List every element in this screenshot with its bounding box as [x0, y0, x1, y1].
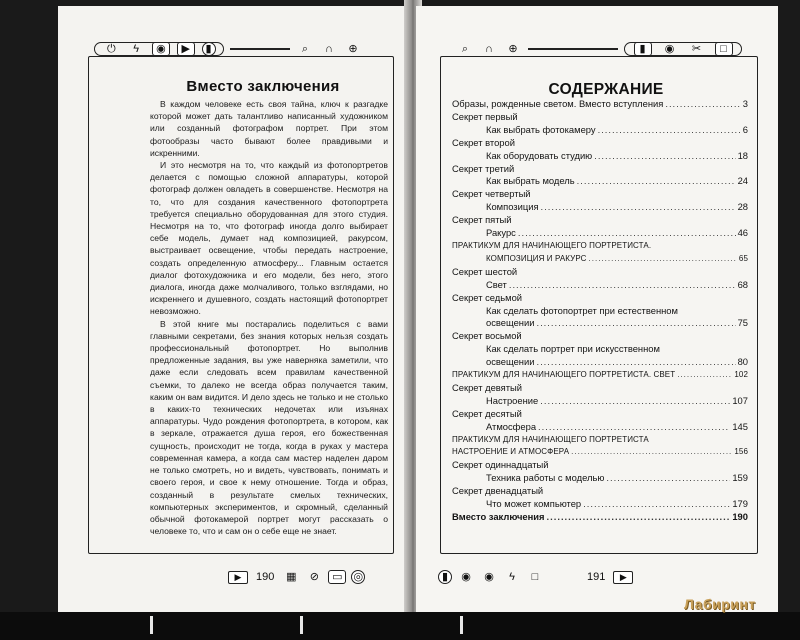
toc-entry-title: Секрет третий — [452, 162, 515, 174]
toc-entry[interactable] — [452, 472, 748, 485]
toc-entry-title: Образы, рожденные светом. Вместо вступления — [452, 98, 664, 109]
toc-entry-title: Как оборудовать студию — [486, 149, 593, 161]
lightning-icon[interactable]: ϟ — [133, 42, 140, 55]
toc-entry[interactable] — [452, 292, 748, 305]
page-title: СОДЕРЖАНИЕ — [548, 81, 664, 98]
trash-icon[interactable]: ⊘ — [309, 570, 319, 583]
toc-entry[interactable] — [452, 446, 748, 459]
toc-entry[interactable] — [452, 214, 748, 227]
zoom-out-icon[interactable]: ⌕ — [301, 42, 309, 55]
toc-entry-title: Секрет восьмой — [452, 330, 522, 342]
window-icon[interactable]: □ — [531, 570, 539, 583]
toc-entry-title: Как выбрать модель — [486, 175, 575, 187]
toc-entry-title: ПРАКТИКУМ ДЛЯ НАЧИНАЮЩЕГО ПОРТРЕТИСТА. СВЕТ — [452, 370, 676, 380]
toc-entry[interactable] — [452, 382, 748, 395]
toc-leader — [540, 395, 730, 408]
toc-entry[interactable] — [452, 305, 748, 318]
toc-entry[interactable] — [452, 408, 748, 421]
toc-leader — [547, 511, 731, 524]
toc-entry[interactable] — [452, 175, 748, 188]
toc-entry-title: Секрет двенадцатый — [452, 485, 544, 497]
toc-entry[interactable] — [452, 137, 748, 150]
toc-entry[interactable] — [452, 356, 748, 369]
toc-entry-page: 179 — [732, 498, 748, 510]
toc-leader — [606, 472, 730, 485]
toc-entry-page: 28 — [737, 201, 748, 213]
window-icon[interactable]: ▭ — [328, 570, 346, 584]
toc-entry-page: 6 — [742, 123, 748, 135]
toc-entry-title: Секрет первый — [452, 110, 518, 122]
hand-icon[interactable]: ∩ — [325, 42, 333, 55]
toc-entry-title: Секрет четвертый — [452, 188, 531, 200]
toc-leader — [677, 369, 732, 382]
toc-entry[interactable] — [452, 434, 748, 447]
toolbar-divider — [230, 48, 290, 50]
zoom-in-icon[interactable]: ⊕ — [348, 42, 358, 55]
battery-icon[interactable]: ▮ — [634, 42, 652, 56]
toc-entry[interactable] — [452, 459, 748, 472]
toc-entry-page: 24 — [737, 175, 748, 187]
toc-entry[interactable] — [452, 188, 748, 201]
toc-entry[interactable] — [452, 395, 748, 408]
left-page — [58, 6, 410, 612]
toc-entry-title: КОМПОЗИЦИЯ И РАКУРС — [486, 253, 587, 263]
right-bottom-toolbar — [438, 568, 633, 586]
watermark: Лабиринт — [684, 596, 756, 612]
toc-entry-title: Секрет одиннадцатый — [452, 459, 549, 471]
toc-entry-page: 65 — [738, 253, 748, 263]
toc-leader — [509, 279, 736, 292]
toc-entry[interactable] — [452, 124, 748, 137]
toc-leader — [541, 201, 736, 214]
toc-entry[interactable] — [452, 421, 748, 434]
toc-entry[interactable] — [452, 253, 748, 266]
right-toolbar-pill — [624, 42, 742, 56]
toc-entry[interactable] — [452, 150, 748, 163]
record-icon[interactable]: ◉ — [152, 42, 170, 56]
toc-entry[interactable] — [452, 498, 748, 511]
toolbar-divider — [528, 48, 618, 50]
toc-entry-title: Секрет шестой — [452, 265, 518, 277]
toc-entry-title: ПРАКТИКУМ ДЛЯ НАЧИНАЮЩЕГО ПОРТРЕТИСТА. — [452, 240, 652, 250]
toc-entry[interactable] — [452, 343, 748, 356]
toc-entry-page: 68 — [737, 278, 748, 290]
toc-entry-title: Секрет второй — [452, 136, 515, 148]
toc-entry[interactable] — [452, 266, 748, 279]
toc-entry-page: 156 — [734, 447, 748, 457]
toc-leader — [571, 446, 732, 459]
power-icon[interactable]: ⏻ — [107, 42, 116, 55]
paragraph: В каждом человеке есть своя тайна, ключ к разгадке которой может дать талантливо написанный художником или созданный фотографом портрет. При этом фотообразы часто бывают более правдивыми и искренними. — [150, 99, 388, 158]
toc-entry-title: Композиция — [486, 201, 539, 213]
record-icon[interactable]: ◉ — [484, 570, 494, 583]
paragraph: И это несмотря на то, что каждый из фотопортретов делается с помощью сложной аппаратуры, которой фотограф должен овладеть в совершенстве. Несмотря на то, что для создания качественного фотопортрета требуется специально оборудованная для этого студия. Несмотря на то, что фотограф иногда долго выбирает себе модель, думает над композицией, ракурсом, выстраивает освещение, чтобы передать настроение, создать определенную атмосферу... Главным остается диалог фотохудожника и его модели, без него, этого диалога, иногда даже молчаливого, только взглядами, но искреннего и душевного, создать настоящий фотопортрет невозможно. — [150, 160, 388, 317]
toc-entry-title: Настроение — [486, 394, 539, 406]
table-of-contents — [452, 98, 748, 524]
toc-entry[interactable] — [452, 98, 748, 111]
toc-entry[interactable] — [452, 369, 748, 382]
toc-entry-title: Атмосфера — [486, 420, 537, 432]
page-title: Вместо заключения — [186, 78, 340, 95]
target-icon[interactable]: ◎ — [351, 570, 365, 584]
strip-mark — [300, 616, 303, 634]
toc-entry-page: 80 — [737, 356, 748, 368]
hand-icon[interactable]: ∩ — [485, 42, 493, 55]
toc-leader — [583, 498, 730, 511]
play-icon[interactable]: ▶ — [228, 571, 248, 584]
toc-entry-title: Вместо заключения — [452, 511, 545, 522]
strip-mark — [150, 616, 153, 634]
window-icon[interactable]: □ — [715, 42, 733, 56]
zoom-in-icon[interactable]: ⊕ — [508, 42, 518, 55]
toc-entry-title: Как сделать портрет при искусственном — [486, 343, 660, 355]
toc-entry[interactable] — [452, 511, 748, 524]
toc-entry-page: 107 — [732, 394, 748, 406]
lightning-icon[interactable]: ϟ — [509, 570, 515, 583]
toc-entry[interactable] — [452, 163, 748, 176]
toc-entry-page: 159 — [732, 472, 748, 484]
toc-leader — [594, 150, 735, 163]
play-icon[interactable]: ▶ — [613, 571, 633, 584]
toc-leader — [536, 317, 735, 330]
toc-entry-title: Секрет девятый — [452, 381, 523, 393]
left-top-toolbar — [94, 40, 362, 58]
toc-entry[interactable] — [452, 227, 748, 240]
battery-icon[interactable]: ▮ — [202, 42, 216, 56]
bottom-strip — [0, 612, 800, 640]
right-top-toolbar — [456, 40, 742, 58]
zoom-out-icon[interactable]: ⌕ — [461, 42, 469, 55]
toc-leader — [589, 253, 737, 266]
toc-entry[interactable] — [452, 485, 748, 498]
toc-entry[interactable] — [452, 330, 748, 343]
toc-entry[interactable] — [452, 201, 748, 214]
toc-entry[interactable] — [452, 240, 748, 253]
toc-entry-page: 190 — [732, 511, 748, 522]
left-toolbar-pill — [94, 42, 224, 56]
toc-entry[interactable] — [452, 111, 748, 124]
toc-entry[interactable] — [452, 317, 748, 330]
scissors-icon[interactable]: ✂ — [691, 42, 702, 55]
toc-entry-title: НАСТРОЕНИЕ И АТМОСФЕРА — [452, 447, 570, 457]
toc-leader — [598, 124, 741, 137]
toc-entry-title: Секрет пятый — [452, 214, 512, 226]
toc-leader — [665, 98, 740, 111]
toc-entry-page: 145 — [732, 420, 748, 432]
conclusion-text — [150, 98, 388, 537]
battery-icon[interactable]: ▮ — [438, 570, 452, 584]
page-number: 191 — [587, 571, 606, 583]
toc-entry-page: 3 — [742, 98, 748, 109]
grid-icon[interactable]: ▦ — [286, 570, 297, 583]
toc-entry-page: 102 — [734, 370, 748, 380]
toc-entry-title: Техника работы с моделью — [486, 472, 605, 484]
toc-entry[interactable] — [452, 279, 748, 292]
toc-leader — [518, 227, 736, 240]
toc-entry-title: Свет — [486, 278, 507, 290]
toc-entry-page: 18 — [737, 149, 748, 161]
toc-entry-page: 75 — [737, 317, 748, 329]
toc-entry-title: освещении — [486, 356, 535, 368]
play-icon[interactable]: ▶ — [177, 42, 195, 56]
toc-entry-title: Секрет десятый — [452, 407, 522, 419]
left-bottom-toolbar — [228, 568, 365, 586]
record-icon[interactable]: ◉ — [461, 570, 471, 583]
toc-leader — [538, 421, 730, 434]
paragraph: В этой книге мы постарались поделиться с вами главными секретами, без знания которых нельзя создать профессиональный фотопортрет. Но выполнив предложенные задания, вы уже наверняка заметили, что даже если следовать всем правилам качественной съемки, то далеко не всегда образ получается таким, каким он вам видится. И дело здесь не только и не столько в каких-то технических недочетах или изъянах аппаратуры. Чудо рождения фотопортрета, в котором, как в зеркале, отражается душа героя, его божественная сущность, происходит не тогда, когда в руках у мастера современная камера, а когда сам мастер наделен даром не только смотреть, но и видеть, чувствовать, понимать и своего героя, и свое к нему отношение. Тогда и образ, созданный в результате смелых технических, компьютерных экспериментов, и скромный, сделанный обычной фотокамерой портрет могут рассказать о человеке то, что и сам он о себе еще не знает. — [150, 318, 388, 537]
toc-entry-title: освещении — [486, 317, 535, 329]
toc-entry-title: Секрет седьмой — [452, 291, 523, 303]
toc-leader — [536, 356, 735, 369]
eye-icon[interactable]: ◉ — [664, 42, 675, 55]
toc-entry-title: Ракурс — [486, 227, 516, 239]
toc-leader — [577, 175, 736, 188]
toc-entry-title: ПРАКТИКУМ ДЛЯ НАЧИНАЮЩЕГО ПОРТРЕТИСТА — [452, 434, 649, 444]
page-number: 190 — [256, 571, 275, 583]
toc-entry-page: 46 — [737, 227, 748, 239]
toc-entry-title: Как выбрать фотокамеру — [486, 123, 596, 135]
toc-entry-title: Что может компьютер — [486, 498, 582, 510]
strip-mark — [460, 616, 463, 634]
toc-entry-title: Как сделать фотопортрет при естественном — [486, 304, 678, 316]
right-page — [416, 6, 778, 612]
